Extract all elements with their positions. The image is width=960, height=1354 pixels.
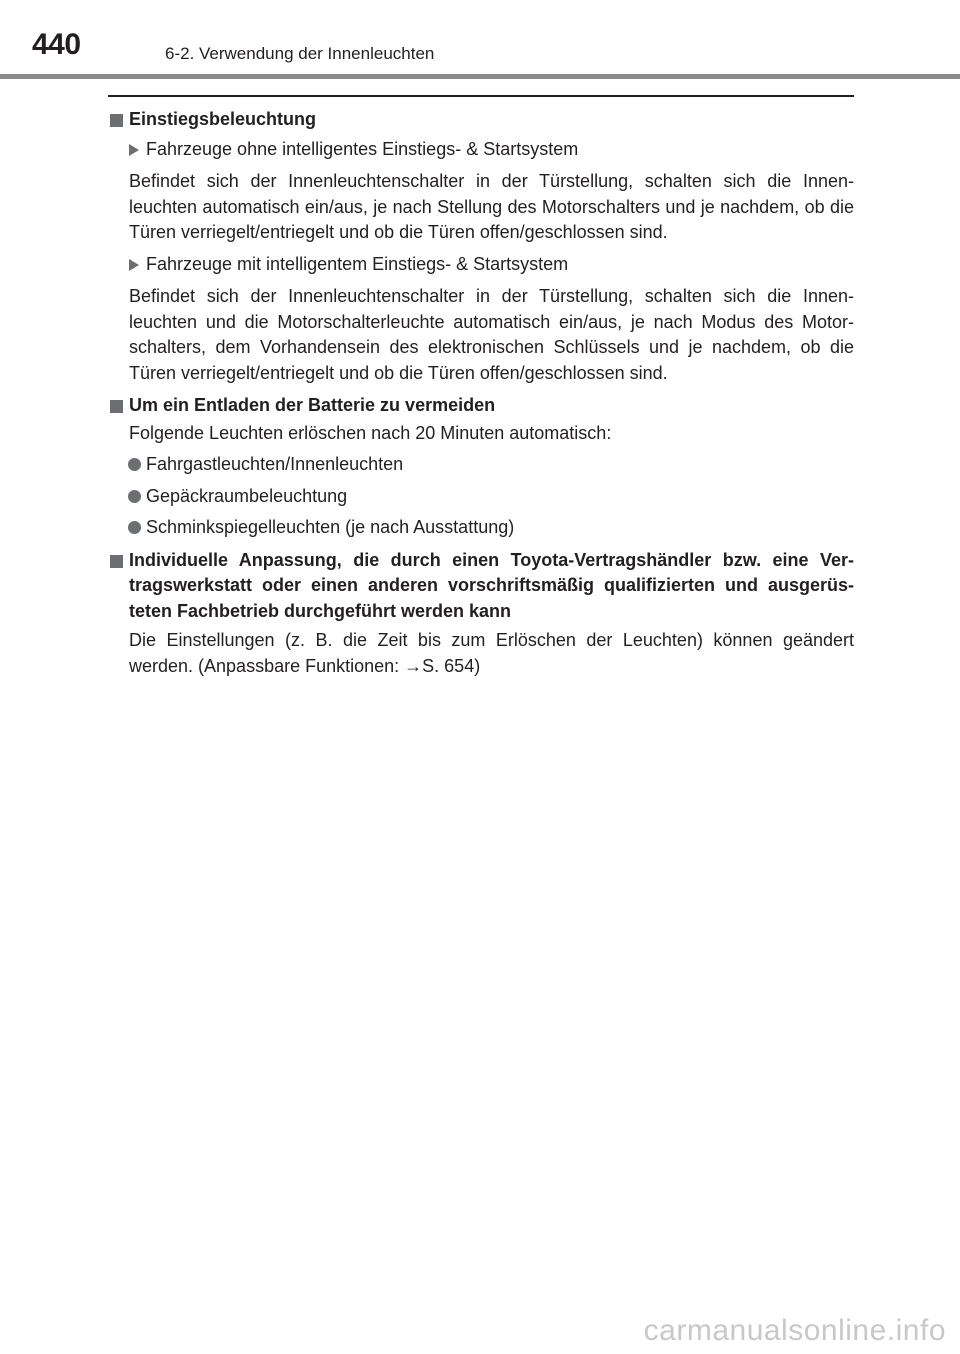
paragraph: Befindet sich der Innenleuchtenschalter in der Türstellung, schalten sich die Innen-leuchten automatisch ein/aus, je nach Stellung des Motorschalters und je nachdem, ob die Türen verriegelt/entriegelt und ob die Türen offen/geschlossen sind. [129, 171, 854, 242]
section-batterie [108, 393, 854, 541]
section-title [108, 107, 854, 133]
sub-heading-text: Fahrzeuge mit intelligentem Einstiegs- & Startsystem [146, 253, 569, 274]
paragraph: Die Einstellungen (z. B. die Zeit bis zum Erlöschen der Leuchten) können geändert werden. (Anpassbare Funktionen: →S. 654) [129, 630, 854, 676]
sub-heading [108, 137, 854, 163]
paragraph: Befindet sich der Innenleuchtenschalter in der Türstellung, schalten sich die Innen-leuchten und die Motorschalterleuchte automatisch ein/aus, je nach Modus des Motor-schalters, dem Vorhandensein des elektronischen Schlüssels und je nachdem, ob die Türen verriegelt/entriegelt und ob die Türen offen/geschlossen sind. [129, 286, 854, 383]
triangle-bullet-icon [129, 259, 139, 271]
section-title [108, 393, 854, 419]
page-content [108, 107, 854, 686]
circle-bullet-icon [128, 458, 141, 471]
list-item [108, 452, 854, 478]
page-number: 440 [32, 28, 81, 61]
paragraph: Folgende Leuchten erlöschen nach 20 Minuten automatisch: [129, 422, 612, 443]
sub-heading-text: Fahrzeuge ohne intelligentes Einstiegs- & Startsystem [146, 138, 579, 159]
watermark: carmanualsonline.info [643, 1314, 946, 1347]
section-title [108, 548, 854, 625]
section-einstiegsbeleuchtung [108, 107, 854, 386]
list-item [108, 484, 854, 510]
square-bullet-icon [110, 555, 123, 568]
list-item-text: Fahrgastleuchten/Innenleuchten [146, 454, 404, 474]
list-item [108, 515, 854, 541]
list-item-text: Gepäckraumbeleuchtung [146, 485, 348, 506]
section-title-text: Einstiegsbeleuchtung [129, 109, 317, 129]
sub-heading [108, 252, 854, 278]
section-anpassung [108, 548, 854, 680]
circle-bullet-icon [128, 490, 141, 503]
section-title-text: Um ein Entladen der Batterie zu vermeiden [129, 395, 496, 415]
triangle-bullet-icon [129, 144, 139, 156]
header-rule [0, 74, 960, 79]
content-rule [108, 95, 854, 97]
chapter-title: 6-2. Verwendung der Innenleuchten [165, 44, 435, 63]
section-title-text: Individuelle Anpassung, die durch einen Toyota-Vertragshändler bzw. eine Ver-tragswerkstatt oder einen anderen vorschriftsmäßig qualifizierten und ausgerüs-teten Fachbetrieb durchgeführt werden kann [129, 549, 854, 621]
square-bullet-icon [110, 400, 123, 413]
circle-bullet-icon [128, 521, 141, 534]
square-bullet-icon [110, 114, 123, 127]
list-item-text: Schminkspiegelleuchten (je nach Ausstattung) [146, 517, 515, 537]
